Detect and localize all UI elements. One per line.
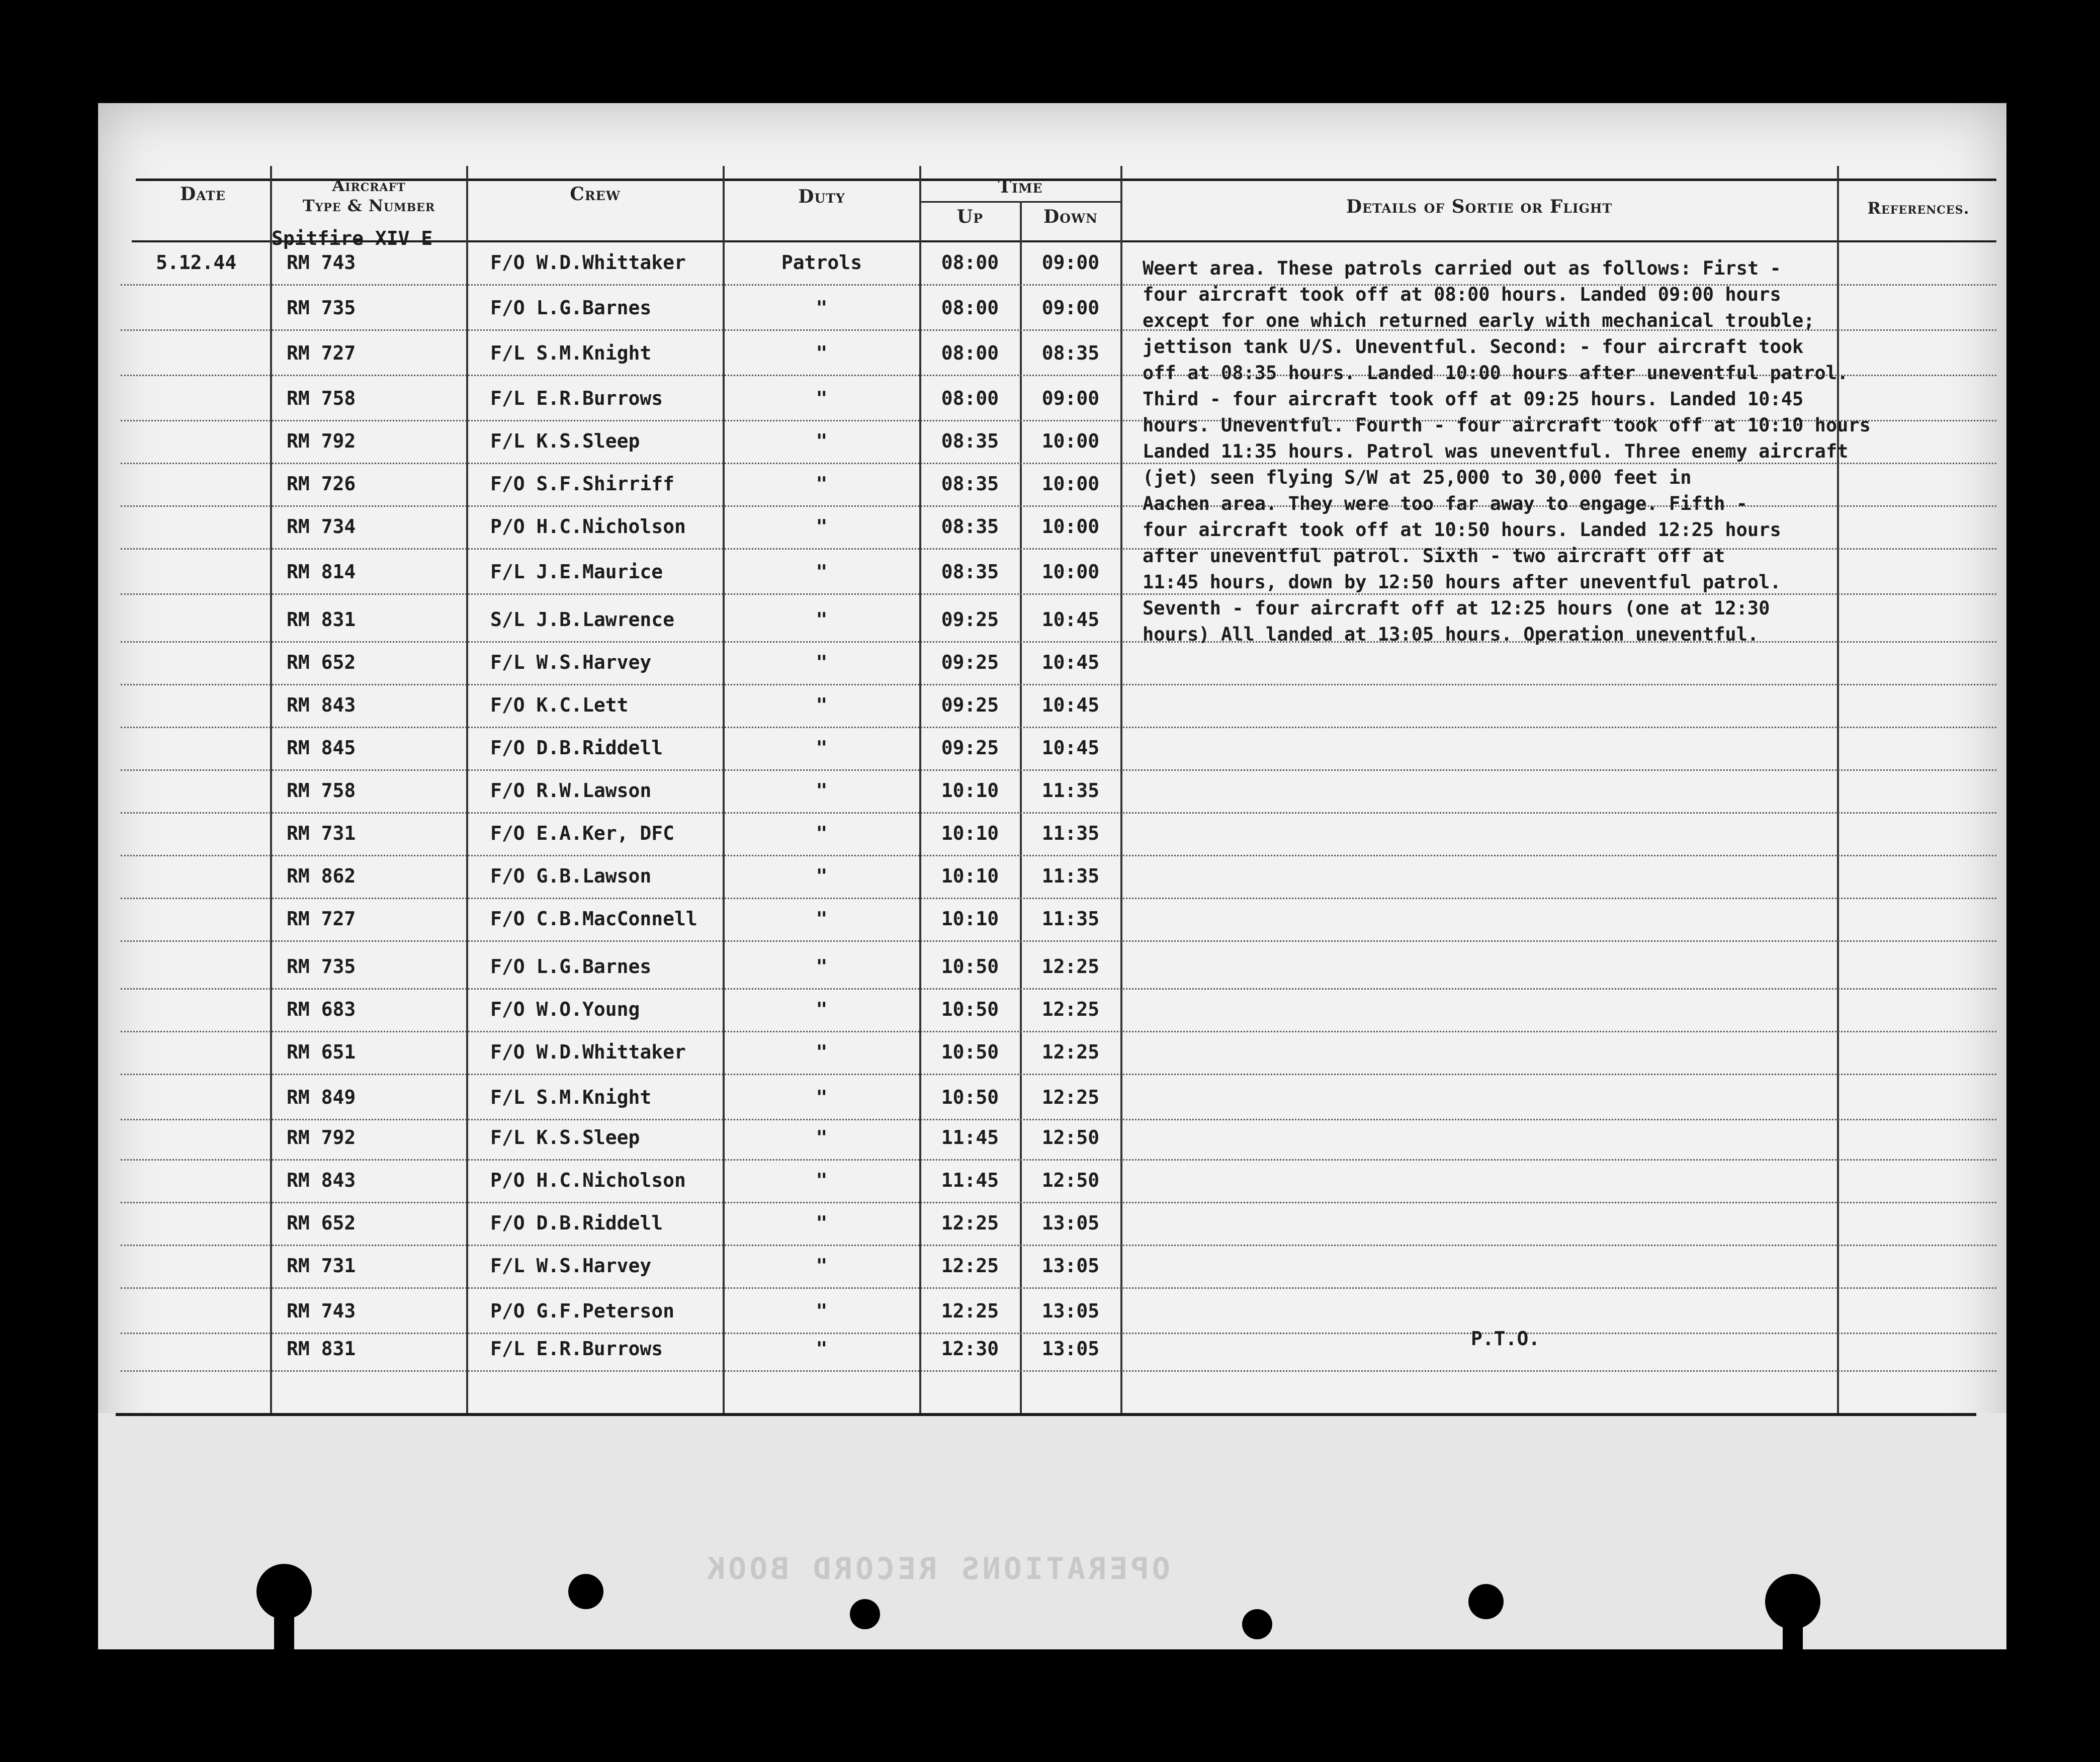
time-up: 10:10 [941, 908, 999, 930]
time-up: 09:25 [941, 694, 999, 716]
time-up: 10:50 [941, 998, 999, 1020]
row-ruling [121, 769, 1996, 771]
crew-name: S/L J.B.Lawrence [490, 608, 675, 631]
crew-name: P/O H.C.Nicholson [490, 1169, 686, 1191]
crew-name: F/O S.F.Shirriff [490, 473, 675, 495]
punch-hole [850, 1599, 880, 1629]
duty-cell: " [816, 515, 828, 538]
time-up: 10:10 [941, 865, 999, 887]
crew-name: F/L K.S.Sleep [490, 1126, 640, 1149]
crew-name: F/O G.B.Lawson [490, 865, 652, 887]
aircraft-number: RM 814 [287, 561, 356, 583]
details-line: jettison tank U/S. Uneventful. Second: - four aircraft took [1143, 336, 1804, 358]
punch-slot [274, 1609, 294, 1649]
table-bottom-border [116, 1413, 1976, 1416]
duty-cell: " [816, 779, 828, 802]
aircraft-type: Spitfire XIV E [272, 227, 433, 249]
crew-name: F/L W.S.Harvey [490, 651, 652, 673]
duty-cell: " [816, 822, 828, 844]
time-down: 10:45 [1041, 694, 1100, 716]
time-up: 09:25 [941, 737, 999, 759]
aircraft-number: RM 843 [287, 1169, 356, 1191]
time-down: 09:00 [1041, 251, 1100, 274]
details-line: (jet) seen flying S/W at 25,000 to 30,000 feet in [1143, 467, 1692, 488]
col-divider-aircraft [466, 166, 468, 1413]
crew-name: F/O L.G.Barnes [490, 955, 652, 978]
aircraft-number: RM 727 [287, 908, 356, 930]
row-ruling [121, 898, 1996, 899]
crew-name: F/O D.B.Riddell [490, 737, 663, 759]
details-line: hours) All landed at 13:05 hours. Operation uneventful. [1143, 624, 1759, 645]
time-down: 11:35 [1041, 822, 1100, 844]
aircraft-number: RM 734 [287, 515, 356, 538]
time-down: 10:00 [1041, 561, 1100, 583]
crew-name: F/O E.A.Ker, DFC [490, 822, 675, 844]
time-down: 10:00 [1041, 515, 1100, 538]
time-up: 08:35 [941, 430, 999, 452]
crew-name: F/O W.D.Whittaker [490, 1041, 686, 1063]
duty-cell: " [816, 387, 828, 409]
duty-cell: " [816, 1300, 828, 1322]
time-down: 13:05 [1041, 1300, 1100, 1322]
crew-name: F/O L.G.Barnes [490, 297, 652, 319]
aircraft-number: RM 862 [287, 865, 356, 887]
aircraft-number: RM 735 [287, 955, 356, 978]
duty-cell: " [816, 1255, 828, 1277]
crew-name: F/L W.S.Harvey [490, 1255, 652, 1277]
aircraft-number: RM 652 [287, 651, 356, 673]
row-ruling [121, 1159, 1996, 1161]
time-down: 10:00 [1041, 430, 1100, 452]
time-down: 08:35 [1041, 342, 1100, 364]
time-up: 08:35 [941, 473, 999, 495]
time-down: 09:00 [1041, 297, 1100, 319]
aircraft-number: RM 651 [287, 1041, 356, 1063]
aircraft-number: RM 831 [287, 608, 356, 631]
row-ruling [121, 1031, 1996, 1032]
time-down: 09:00 [1041, 387, 1100, 409]
crew-name: F/O W.O.Young [490, 998, 640, 1020]
aircraft-number: RM 683 [287, 998, 356, 1020]
details-line: four aircraft took off at 10:50 hours. Landed 12:25 hours [1143, 519, 1781, 541]
duty-cell: " [816, 1338, 828, 1360]
crew-name: F/L S.M.Knight [490, 342, 652, 364]
aircraft-number: RM 652 [287, 1212, 356, 1234]
crew-name: P/O H.C.Nicholson [490, 515, 686, 538]
col-divider-date [270, 166, 272, 1413]
row-ruling [121, 727, 1996, 728]
time-up: 11:45 [941, 1126, 999, 1149]
time-down: 13:05 [1041, 1338, 1100, 1360]
duty-cell: " [816, 1212, 828, 1234]
row-ruling [121, 812, 1996, 814]
aircraft-number: RM 731 [287, 822, 356, 844]
time-up: 10:50 [941, 955, 999, 978]
header-aircraft-line2: Type & Number [302, 196, 435, 215]
row-ruling [121, 1074, 1996, 1075]
duty-cell: " [816, 608, 828, 631]
duty-cell: " [816, 473, 828, 495]
row-ruling [121, 1333, 1996, 1334]
duty-cell: " [816, 561, 828, 583]
duty-cell: " [816, 955, 828, 978]
crew-name: F/L S.M.Knight [490, 1086, 652, 1108]
time-up: 10:10 [941, 822, 999, 844]
time-up: 12:25 [941, 1212, 999, 1234]
aircraft-number: RM 831 [287, 1338, 356, 1360]
aircraft-number: RM 731 [287, 1255, 356, 1277]
duty-cell: " [816, 342, 828, 364]
aircraft-number: RM 845 [287, 737, 356, 759]
duty-cell: " [816, 694, 828, 716]
header-date: Date [180, 184, 226, 205]
time-down: 10:45 [1041, 608, 1100, 631]
col-divider-time [1120, 166, 1122, 1413]
header-details: Details of Sortie or Flight [1346, 196, 1613, 217]
entry-date: 5.12.44 [156, 251, 237, 274]
aircraft-number: RM 758 [287, 387, 356, 409]
details-line: four aircraft took off at 08:00 hours. Landed 09:00 hours [1143, 284, 1781, 305]
please-turn-over: P.T.O. [1471, 1328, 1540, 1350]
time-up: 08:35 [941, 515, 999, 538]
details-line: off at 08:35 hours. Landed 10:00 hours after uneventful patrol. [1143, 362, 1849, 384]
aircraft-number: RM 727 [287, 342, 356, 364]
sheet-margin [98, 1413, 2006, 1649]
duty-cell: " [816, 737, 828, 759]
time-down: 13:05 [1041, 1255, 1100, 1277]
crew-name: F/O C.B.MacConnell [490, 908, 697, 930]
details-line: 11:45 hours, down by 12:50 hours after uneventful patrol. [1143, 571, 1781, 593]
crew-name: F/O D.B.Riddell [490, 1212, 663, 1234]
header-crew: Crew [570, 184, 621, 205]
aircraft-number: RM 843 [287, 694, 356, 716]
aircraft-number: RM 726 [287, 473, 356, 495]
header-time: Time [998, 176, 1043, 197]
crew-name: P/O G.F.Peterson [490, 1300, 675, 1322]
time-up: 08:00 [941, 342, 999, 364]
aircraft-number: RM 758 [287, 779, 356, 802]
details-line: Landed 11:35 hours. Patrol was uneventful. Three enemy aircraft [1143, 440, 1849, 462]
aircraft-number: RM 743 [287, 251, 356, 274]
time-up: 09:25 [941, 651, 999, 673]
crew-name: F/O W.D.Whittaker [490, 251, 686, 274]
punch-hole [568, 1574, 603, 1609]
duty-cell: " [816, 651, 828, 673]
time-down: 10:45 [1041, 651, 1100, 673]
duty-cell: " [816, 430, 828, 452]
details-line: Seventh - four aircraft off at 12:25 hours (one at 12:30 [1143, 597, 1770, 619]
header-aircraft-line1: Aircraft [332, 176, 406, 195]
duty-cell: " [816, 297, 828, 319]
aircraft-number: RM 849 [287, 1086, 356, 1108]
row-ruling [121, 684, 1996, 685]
header-duty: Duty [798, 186, 845, 207]
time-down: 10:00 [1041, 473, 1100, 495]
row-ruling [121, 1202, 1996, 1203]
aircraft-number: RM 735 [287, 297, 356, 319]
time-up: 10:50 [941, 1086, 999, 1108]
crew-name: F/L K.S.Sleep [490, 430, 640, 452]
duty-cell: " [816, 908, 828, 930]
row-ruling [121, 1287, 1996, 1289]
aircraft-number: RM 792 [287, 1126, 356, 1149]
duty-cell: " [816, 1169, 828, 1191]
time-down: 12:25 [1041, 1041, 1100, 1063]
time-up: 10:50 [941, 1041, 999, 1063]
row-ruling [121, 1119, 1996, 1120]
row-ruling [121, 988, 1996, 990]
crew-name: F/O K.C.Lett [490, 694, 629, 716]
time-down: 10:45 [1041, 737, 1100, 759]
time-up: 09:25 [941, 608, 999, 631]
time-up: 08:00 [941, 387, 999, 409]
details-line: hours. Uneventful. Fourth - four aircraft took off at 10:10 hours [1143, 414, 1871, 436]
row-ruling [121, 940, 1996, 942]
duty-cell: " [816, 865, 828, 887]
time-up: 08:35 [941, 561, 999, 583]
details-line: after uneventful patrol. Sixth - two aircraft off at [1143, 545, 1725, 567]
details-line: except for one which returned early with mechanical trouble; [1143, 310, 1815, 331]
row-ruling [121, 855, 1996, 856]
time-down: 11:35 [1041, 908, 1100, 930]
time-down: 12:25 [1041, 1086, 1100, 1108]
duty-cell: " [816, 1086, 828, 1108]
details-line: Third - four aircraft took off at 09:25 hours. Landed 10:45 [1143, 388, 1804, 410]
duty-cell: Patrols [781, 251, 862, 274]
header-references: References. [1867, 199, 1970, 218]
details-line: Weert area. These patrols carried out as follows: First - [1143, 257, 1781, 279]
time-up: 11:45 [941, 1169, 999, 1191]
duty-cell: " [816, 1126, 828, 1149]
time-up: 10:10 [941, 779, 999, 802]
bleed-through-title: OPERATIONS RECORD BOOK [704, 1551, 1170, 1587]
crew-name: F/L E.R.Burrows [490, 387, 663, 409]
aircraft-number: RM 792 [287, 430, 356, 452]
sortie-details [1143, 255, 1947, 648]
crew-name: F/L E.R.Burrows [490, 1338, 663, 1360]
punch-hole [1468, 1584, 1504, 1619]
crew-name: F/O R.W.Lawson [490, 779, 652, 802]
crew-name: F/L J.E.Maurice [490, 561, 663, 583]
time-up: 08:00 [941, 251, 999, 274]
details-line: Aachen area. They were too far away to engage. Fifth - [1143, 493, 1747, 514]
header-time-up: Up [956, 206, 984, 227]
time-down: 12:25 [1041, 955, 1100, 978]
duty-cell: " [816, 998, 828, 1020]
punch-slot [1783, 1619, 1803, 1649]
row-ruling [121, 1370, 1996, 1372]
time-down: 12:25 [1041, 998, 1100, 1020]
time-down: 13:05 [1041, 1212, 1100, 1234]
time-down: 11:35 [1041, 865, 1100, 887]
time-up: 08:00 [941, 297, 999, 319]
time-down: 12:50 [1041, 1169, 1100, 1191]
duty-cell: " [816, 1041, 828, 1063]
aircraft-number: RM 743 [287, 1300, 356, 1322]
time-down: 12:50 [1041, 1126, 1100, 1149]
time-up: 12:30 [941, 1338, 999, 1360]
punch-hole [1242, 1609, 1272, 1639]
time-up: 12:25 [941, 1300, 999, 1322]
time-down: 11:35 [1041, 779, 1100, 802]
header-time-down: Down [1043, 206, 1098, 227]
row-ruling [121, 1245, 1996, 1246]
time-up: 12:25 [941, 1255, 999, 1277]
